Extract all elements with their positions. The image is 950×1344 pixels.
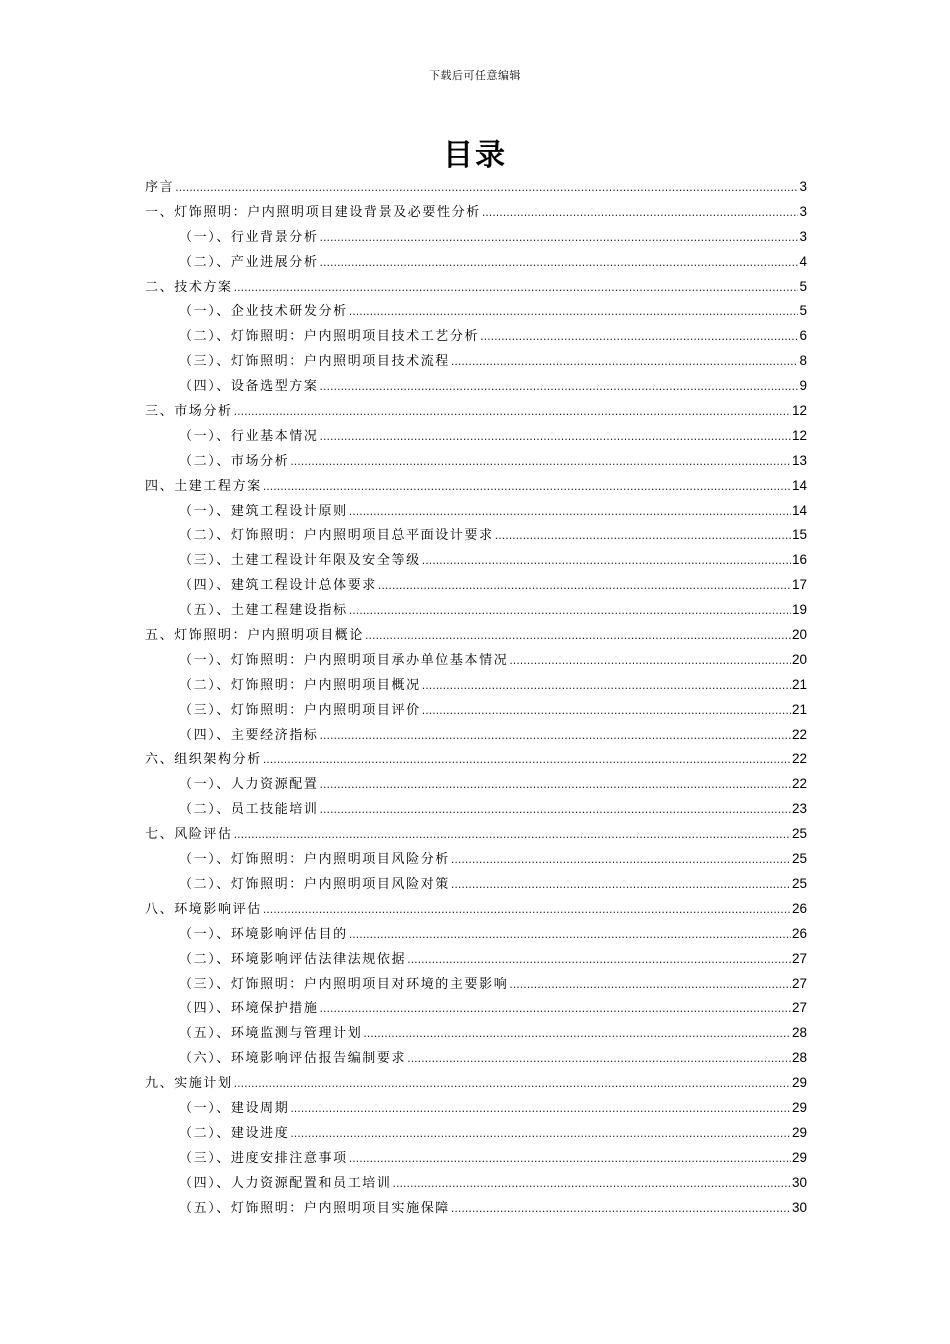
toc-dot-leader — [320, 997, 791, 1022]
toc-entry-label: （二）、市场分析 — [179, 453, 290, 469]
toc-entry-page-number: 20 — [791, 627, 807, 643]
toc-entry-page-number: 26 — [791, 900, 807, 916]
toc-entry[interactable] — [145, 523, 807, 548]
toc-dot-leader — [320, 773, 791, 798]
toc-entry[interactable] — [145, 250, 807, 275]
toc-dot-leader — [263, 898, 791, 923]
toc-entry-label: （一）、建设周期 — [179, 1100, 290, 1116]
toc-entry-page-number: 8 — [799, 353, 807, 369]
toc-entry-label: （二）、环境影响评估法律法规依据 — [179, 951, 407, 967]
toc-entry-label: 九、实施计划 — [145, 1076, 233, 1092]
toc-entry[interactable] — [145, 822, 807, 847]
toc-entry[interactable] — [145, 772, 807, 797]
toc-entry[interactable] — [145, 1121, 807, 1146]
toc-entry-label: （三）、进度安排注意事项 — [179, 1150, 348, 1166]
toc-entry-page-number: 13 — [791, 452, 807, 468]
header-note: 下载后可任意编辑 — [429, 69, 521, 82]
toc-dot-leader — [378, 574, 791, 599]
toc-entry-page-number: 25 — [791, 851, 807, 867]
toc-dot-leader — [393, 1172, 791, 1197]
toc-entry[interactable] — [145, 648, 807, 673]
toc-entry-page-number: 25 — [791, 826, 807, 842]
toc-entry-page-number: 15 — [791, 527, 807, 543]
toc-entry-page-number: 30 — [791, 1174, 807, 1190]
toc-entry-page-number: 23 — [791, 801, 807, 817]
toc-dot-leader — [349, 1147, 791, 1172]
toc-entry-label: （二）、灯饰照明：户内照明项目总平面设计要求 — [179, 528, 494, 544]
toc-entry-page-number: 27 — [791, 975, 807, 991]
toc-entry-page-number: 22 — [791, 726, 807, 742]
toc-dot-leader — [349, 923, 791, 948]
toc-entry-label: 四、土建工程方案 — [145, 478, 262, 494]
toc-entry[interactable] — [145, 474, 807, 499]
toc-dot-leader — [349, 500, 791, 525]
toc-entry-page-number: 20 — [791, 651, 807, 667]
toc-entry-label: （四）、环境保护措施 — [179, 1001, 319, 1017]
toc-dot-leader — [320, 724, 791, 749]
toc-entry-label: 五、灯饰照明：户内照明项目概论 — [145, 628, 365, 644]
toc-entry-label: 三、市场分析 — [145, 404, 233, 420]
toc-entry-page-number: 3 — [799, 228, 807, 244]
toc-entry-label: （二）、灯饰照明：户内照明项目技术工艺分析 — [179, 329, 480, 345]
toc-entry[interactable] — [145, 399, 807, 424]
toc-entry-label: 一、灯饰照明：户内照明项目建设背景及必要性分析 — [145, 204, 481, 220]
toc-entry-label: 六、组织架构分析 — [145, 752, 262, 768]
toc-entry-label: 二、技术方案 — [145, 279, 233, 295]
toc-entry-label: （二）、建设进度 — [179, 1125, 290, 1141]
toc-entry-label: 序言 — [145, 180, 175, 195]
toc-entry-label: （四）、人力资源配置和员工培训 — [179, 1175, 392, 1191]
toc-entry-page-number: 29 — [791, 1124, 807, 1140]
toc-dot-leader — [263, 475, 791, 500]
toc-dot-leader — [234, 400, 791, 425]
toc-entry-label: 七、风险评估 — [145, 827, 233, 843]
toc-entry[interactable] — [145, 374, 807, 399]
toc-dot-leader — [407, 1047, 791, 1072]
toc-entry-page-number: 19 — [791, 602, 807, 618]
toc-entry-label: （三）、灯饰照明：户内照明项目对环境的主要影响 — [179, 976, 509, 992]
toc-entry[interactable] — [145, 449, 807, 474]
toc-entry-page-number: 27 — [791, 1000, 807, 1016]
toc-dot-leader — [349, 300, 799, 325]
toc-entry-page-number: 28 — [791, 1050, 807, 1066]
toc-entry-label: （一）、环境影响评估目的 — [179, 926, 348, 942]
toc-entry-label: （一）、行业基本情况 — [179, 428, 319, 444]
toc-dot-leader — [320, 251, 799, 276]
toc-entry-page-number: 25 — [791, 875, 807, 891]
toc-entry-page-number: 14 — [791, 477, 807, 493]
toc-dot-leader — [480, 325, 798, 350]
toc-entry-label: （五）、土建工程建设指标 — [179, 603, 348, 619]
toc-entry[interactable] — [145, 225, 807, 250]
toc-entry-label: （四）、主要经济指标 — [179, 727, 319, 743]
toc-entry-label: （三）、土建工程设计年限及安全等级 — [179, 553, 421, 569]
toc-entry[interactable] — [145, 723, 807, 748]
toc-entry-label: （一）、企业技术研发分析 — [179, 304, 348, 320]
toc-dot-leader — [290, 1122, 791, 1147]
toc-entry-page-number: 22 — [791, 776, 807, 792]
toc-dot-leader — [320, 425, 791, 450]
toc-entry-page-number: 30 — [791, 1199, 807, 1215]
toc-entry-page-number: 28 — [791, 1025, 807, 1041]
toc-dot-leader — [263, 748, 791, 773]
toc-entry[interactable] — [145, 598, 807, 623]
toc-dot-leader — [495, 524, 791, 549]
toc-entry-page-number: 29 — [791, 1149, 807, 1165]
toc-entry-page-number: 6 — [799, 328, 807, 344]
toc-entry-label: （一）、灯饰照明：户内照明项目风险分析 — [179, 852, 450, 868]
toc-dot-leader — [175, 176, 798, 201]
toc-entry[interactable] — [145, 1171, 807, 1196]
toc-entry[interactable] — [145, 872, 807, 897]
toc-entry-label: 八、环境影响评估 — [145, 901, 262, 917]
toc-entry-label: （四）、建筑工程设计总体要求 — [179, 578, 377, 594]
page-title: 目录 — [443, 138, 507, 173]
toc-entry-label: （一）、建筑工程设计原则 — [179, 503, 348, 519]
toc-dot-leader — [349, 599, 791, 624]
toc-entry[interactable] — [145, 1146, 807, 1171]
toc-dot-leader — [422, 549, 791, 574]
toc-entry[interactable] — [145, 623, 807, 648]
toc-dot-leader — [234, 276, 799, 301]
toc-entry[interactable] — [145, 275, 807, 300]
toc-entry[interactable] — [145, 797, 807, 822]
toc-entry-page-number: 5 — [799, 278, 807, 294]
toc-entry-page-number: 4 — [799, 253, 807, 269]
toc-entry-page-number: 29 — [791, 1099, 807, 1115]
toc-dot-leader — [451, 873, 791, 898]
toc-entry[interactable] — [145, 673, 807, 698]
toc-dot-leader — [451, 1197, 791, 1222]
toc-dot-leader — [320, 226, 799, 251]
toc-entry[interactable] — [145, 847, 807, 872]
toc-entry-page-number: 27 — [791, 950, 807, 966]
toc-entry[interactable] — [145, 897, 807, 922]
toc-entry-label: （一）、行业背景分析 — [179, 229, 319, 245]
toc-dot-leader — [422, 699, 791, 724]
table-of-contents — [145, 175, 807, 1220]
toc-entry-page-number: 29 — [791, 1075, 807, 1091]
toc-dot-leader — [482, 201, 799, 226]
toc-entry[interactable] — [145, 424, 807, 449]
toc-entry-label: （一）、灯饰照明：户内照明项目承办单位基本情况 — [179, 652, 509, 668]
toc-entry[interactable] — [145, 499, 807, 524]
toc-entry[interactable] — [145, 548, 807, 573]
toc-entry-label: （一）、人力资源配置 — [179, 777, 319, 793]
toc-entry-label: （五）、环境监测与管理计划 — [179, 1026, 363, 1042]
toc-entry[interactable] — [145, 175, 807, 200]
toc-dot-leader — [234, 823, 791, 848]
toc-dot-leader — [320, 798, 791, 823]
toc-entry[interactable] — [145, 324, 807, 349]
toc-entry[interactable] — [145, 299, 807, 324]
toc-dot-leader — [234, 1072, 791, 1097]
toc-entry[interactable] — [145, 698, 807, 723]
toc-entry[interactable] — [145, 349, 807, 374]
toc-entry[interactable] — [145, 1071, 807, 1096]
toc-entry[interactable] — [145, 747, 807, 772]
toc-dot-leader — [451, 848, 791, 873]
toc-entry[interactable] — [145, 996, 807, 1021]
toc-dot-leader — [290, 450, 791, 475]
toc-entry-label: （六）、环境影响评估报告编制要求 — [179, 1051, 407, 1067]
toc-entry-page-number: 16 — [791, 552, 807, 568]
toc-entry-page-number: 17 — [791, 577, 807, 593]
toc-dot-leader — [422, 674, 791, 699]
toc-entry-label: （二）、灯饰照明：户内照明项目风险对策 — [179, 876, 450, 892]
toc-entry-page-number: 21 — [791, 701, 807, 717]
toc-entry-page-number: 26 — [791, 925, 807, 941]
toc-entry[interactable] — [145, 1021, 807, 1046]
toc-entry-label: （二）、员工技能培训 — [179, 802, 319, 818]
toc-entry[interactable] — [145, 947, 807, 972]
toc-entry-page-number: 5 — [799, 303, 807, 319]
toc-entry-page-number: 22 — [791, 751, 807, 767]
toc-entry-page-number: 3 — [799, 179, 807, 194]
toc-dot-leader — [451, 350, 799, 375]
toc-entry-page-number: 14 — [791, 502, 807, 518]
toc-entry-label: （三）、灯饰照明：户内照明项目技术流程 — [179, 354, 450, 370]
toc-entry[interactable] — [145, 972, 807, 997]
toc-entry-label: （五）、灯饰照明：户内照明项目实施保障 — [179, 1200, 450, 1216]
toc-entry[interactable] — [145, 200, 807, 225]
toc-dot-leader — [320, 375, 799, 400]
toc-entry[interactable] — [145, 1096, 807, 1121]
toc-dot-leader — [509, 973, 791, 998]
toc-dot-leader — [407, 948, 791, 973]
toc-dot-leader — [509, 649, 791, 674]
toc-dot-leader — [365, 624, 791, 649]
toc-entry[interactable] — [145, 573, 807, 598]
toc-entry-page-number: 12 — [791, 427, 807, 443]
toc-entry-label: （四）、设备选型方案 — [179, 379, 319, 395]
toc-entry[interactable] — [145, 922, 807, 947]
toc-entry-page-number: 3 — [799, 203, 807, 219]
toc-entry-page-number: 9 — [799, 378, 807, 394]
toc-dot-leader — [363, 1022, 791, 1047]
toc-entry-label: （二）、产业进展分析 — [179, 254, 319, 270]
toc-entry-page-number: 21 — [791, 676, 807, 692]
toc-dot-leader — [290, 1097, 791, 1122]
toc-entry-label: （三）、灯饰照明：户内照明项目评价 — [179, 702, 421, 718]
toc-entry-page-number: 12 — [791, 403, 807, 419]
toc-entry-label: （二）、灯饰照明：户内照明项目概况 — [179, 677, 421, 693]
toc-entry[interactable] — [145, 1046, 807, 1071]
toc-entry[interactable] — [145, 1196, 807, 1221]
